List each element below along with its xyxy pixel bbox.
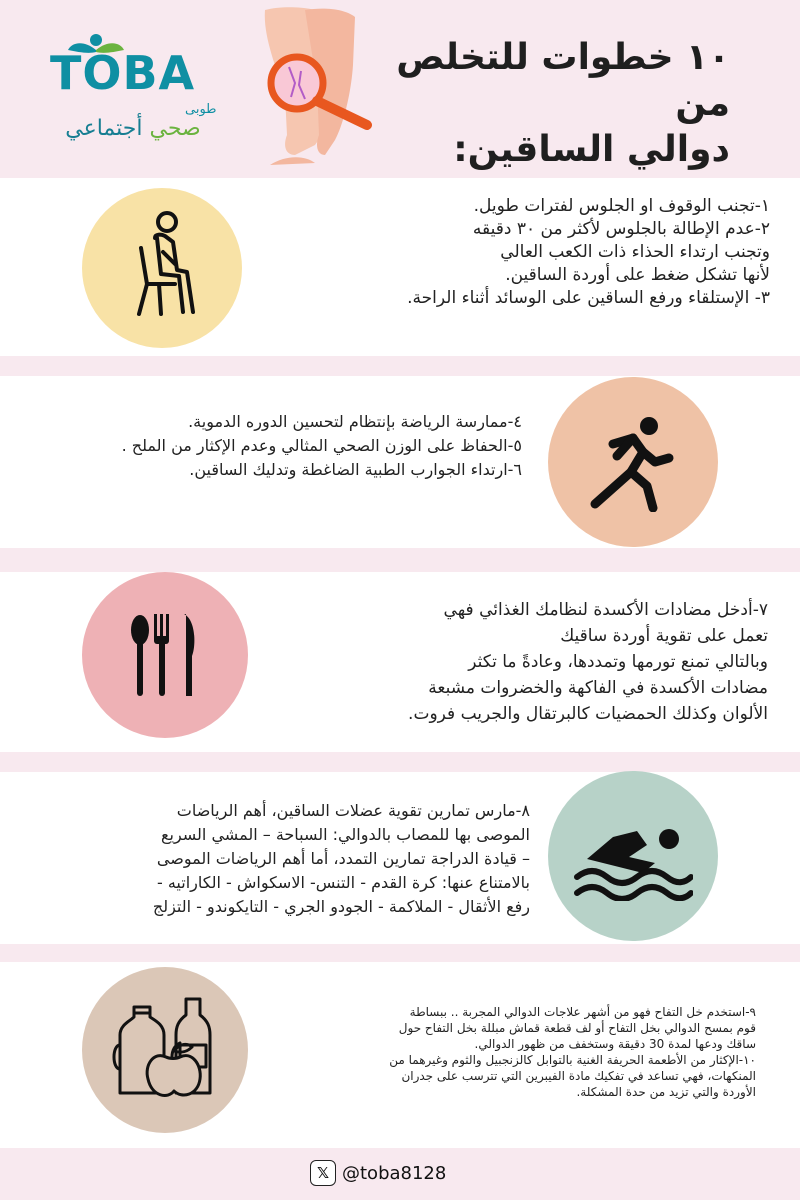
cutlery-icon bbox=[120, 610, 210, 700]
text-line: وتجنب ارتداء الحذاء ذات الكعب العالي bbox=[500, 242, 770, 262]
section-text-3 bbox=[268, 597, 768, 727]
text-line: ٧-أدخل مضادات الأكسدة لنظامك الغذائي فهي bbox=[443, 600, 768, 620]
logo-tagline-b: أجتماعي bbox=[65, 116, 143, 141]
section-circle-4 bbox=[548, 771, 718, 941]
text-line: المنكهات، فهي تساعد في تفكيك مادة الفيبرين التي تترسب على جدران bbox=[401, 1069, 756, 1083]
toba-logo bbox=[40, 38, 220, 148]
text-line: تعمل على تقوية أوردة ساقيك bbox=[560, 626, 768, 646]
vinegar-apple-icon bbox=[110, 995, 220, 1105]
text-line: ٨-مارس تمارين تقوية عضلات الساقين، أهم الرياضات bbox=[176, 801, 530, 820]
social-handle[interactable]: @toba8128 bbox=[342, 1162, 447, 1184]
section-circle-5 bbox=[82, 967, 248, 1133]
text-line: ٦-ارتداء الجوارب الطبية الضاغطة وتدليك الساقين. bbox=[189, 460, 522, 479]
text-line: وبالتالي تمنع تورمها وتمددها، وعادةً ما تكثر bbox=[468, 652, 768, 672]
text-line: ٤-ممارسة الرياضة بإنتظام لتحسين الدوره الدموية. bbox=[188, 412, 522, 431]
section-text-5 bbox=[256, 1004, 756, 1100]
running-person-icon bbox=[583, 412, 683, 512]
section-text-4 bbox=[50, 799, 530, 919]
footer-social bbox=[310, 1158, 446, 1188]
section-circle-2 bbox=[548, 377, 718, 547]
text-line: ١-تجنب الوقوف او الجلوس لفترات طويل. bbox=[473, 196, 770, 216]
page-title bbox=[370, 35, 730, 173]
title-line-2: دوالي الساقين: bbox=[453, 129, 730, 170]
text-line: الألوان وكذلك الحمضيات كالبرتقال والجريب فروت. bbox=[408, 704, 768, 724]
text-line: مضادات الأكسدة في الفاكهة والخضروات مشبعة bbox=[428, 678, 768, 698]
text-line: – قيادة الدراجة تمارين التمدد، أما أهم الرياضات الموصى bbox=[156, 849, 530, 868]
text-line: رفع الأثقال - الملاكمة - الجودو الجري - التايكوندو - التزلج bbox=[152, 897, 530, 916]
text-line: ٣- الإستلقاء ورفع الساقين على الوسائد أثناء الراحة. bbox=[407, 288, 770, 308]
logo-ar-small: طوبى bbox=[185, 102, 217, 117]
logo-tagline-a: صحي bbox=[149, 116, 201, 141]
header bbox=[0, 0, 800, 175]
swimmer-icon bbox=[573, 811, 693, 901]
logo-tagline bbox=[48, 116, 218, 141]
text-line: الموصى بها للمصاب بالدوالي: السباحة – المشي السريع bbox=[160, 825, 530, 844]
section-text-1 bbox=[270, 195, 770, 310]
legs-magnifier-illustration-icon bbox=[245, 5, 375, 170]
text-line: ٥-الحفاظ على الوزن الصحي المثالي وعدم الإكثار من الملح . bbox=[121, 436, 522, 455]
text-line: لأنها تشكل ضغط على أوردة الساقين. bbox=[505, 265, 770, 285]
text-line: الأوردة والتي تزيد من حدة المشكلة. bbox=[576, 1085, 756, 1099]
section-circle-1 bbox=[82, 188, 242, 348]
text-line: ساقك ودعها لمدة 30 دقيقة وستخفف من ظهور الدوالي. bbox=[474, 1037, 756, 1051]
section-circle-3 bbox=[82, 572, 248, 738]
x-logo-icon[interactable]: 𝕏 bbox=[310, 1160, 336, 1186]
text-line: ١٠-الإكثار من الأطعمة الحريفة الغنية بالتوابل كالزنجبيل والثوم وغيرهما من bbox=[389, 1053, 756, 1067]
logo-text: TOBA bbox=[50, 46, 196, 100]
text-line: قوم بمسح الدوالي بخل التفاح أو لف قطعة قماش مبللة بخل التفاح حول bbox=[398, 1021, 756, 1035]
title-line-1: ١٠ خطوات للتخلص من bbox=[396, 37, 730, 124]
text-line: ٢-عدم الإطالة بالجلوس لأكثر من ٣٠ دقيقه bbox=[472, 219, 770, 239]
sitting-person-icon bbox=[117, 208, 207, 328]
section-text-2 bbox=[72, 410, 522, 482]
text-line: ٩-استخدم خل التفاح فهو من أشهر علاجات الدوالي المجربة .. ببساطة bbox=[409, 1005, 756, 1019]
text-line: بالامتناع عنها: كرة القدم - التنس- الاسكواش - الكاراتيه - bbox=[156, 873, 530, 892]
